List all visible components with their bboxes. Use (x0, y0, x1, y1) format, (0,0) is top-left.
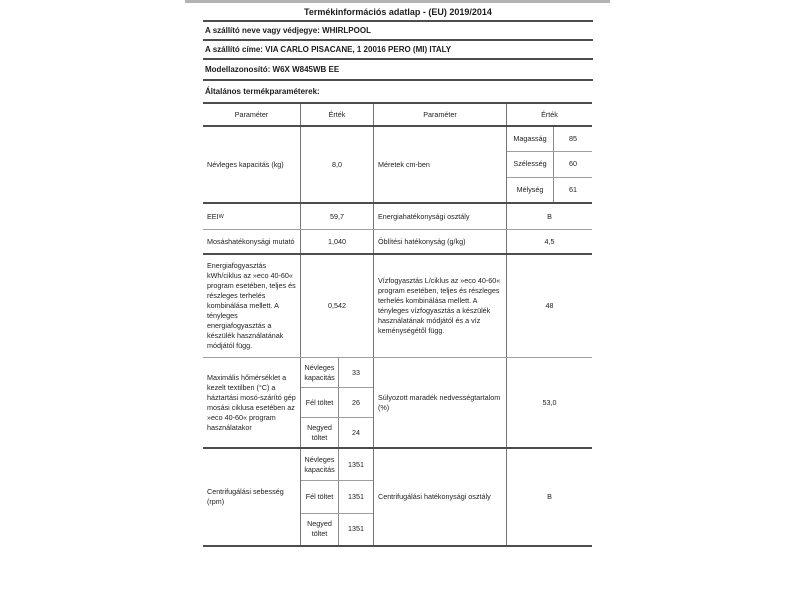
spin-quarter-label: Negyed töltet (307, 519, 332, 539)
cell-eei-label (203, 204, 300, 229)
row-capacity-dimensions (203, 127, 592, 204)
temperature-half-value: 26 (338, 388, 373, 417)
temperature-row-rated (301, 358, 373, 388)
dimension-depth-label: Mélység (516, 184, 544, 194)
cell-energy-consumption-label: Energiafogyasztás kWh/ciklus az »eco 40-60« program esetében, teljes és részleges terhelés kombinálása mellett. A tényleges energiafogyasztás a készülék használatának módjától függ. (207, 261, 296, 350)
cell-water-consumption-value: 48 (506, 255, 592, 357)
cell-dimensions-label: Méretek cm-ben (373, 127, 506, 202)
cell-energy-class-label: Energiahatékonysági osztály (373, 204, 506, 229)
supplier-address: A szállító címe: VIA CARLO PISACANE, 1 20016 PERO (MI) ITALY (203, 41, 593, 60)
cell-energy-consumption-value: 0,542 (300, 255, 373, 357)
cell-spin-class-label: Centrifugálási hatékonysági osztály (373, 449, 506, 545)
model-identifier: Modellazonosító: W6X W845WB EE (203, 60, 593, 81)
spin-quarter-value: 1351 (338, 514, 373, 545)
cell-rinsing-effectiveness-value: 4,5 (506, 230, 592, 253)
dimension-width-value: 60 (553, 152, 592, 176)
spin-row-quarter (301, 514, 373, 545)
spin-row-rated (301, 449, 373, 481)
row-spin-speed-class (203, 449, 592, 547)
temperature-rated-value: 33 (338, 358, 373, 387)
dimension-depth-value: 61 (553, 178, 592, 202)
cell-spin-class-value: B (506, 449, 592, 545)
row-temperature-moisture (203, 358, 592, 449)
temperature-row-half (301, 388, 373, 418)
spin-row-half (301, 481, 373, 513)
eei-subscript: W (218, 213, 224, 220)
spin-rated-label: Névleges kapacitás (304, 454, 335, 474)
parameters-table (203, 102, 592, 547)
cell-washing-index-label: Mosáshatékonysági mutató (207, 236, 295, 246)
cell-nominal-capacity-label: Névleges kapacitás (kg) (207, 159, 284, 169)
dimension-width-label: Szélesség (513, 159, 547, 169)
cell-water-consumption-label: Vízfogyasztás L/ciklus az »eco 40-60« program esetében, teljes és részleges terhelés kombinálása mellett. A tényleges vízfogyasztás a készülék használatának módjától és a víz keménységétől függ. (373, 255, 506, 357)
cell-dimensions-subtable (506, 127, 592, 202)
row-energy-water-consumption (203, 255, 592, 358)
eei-base: EEI (207, 211, 219, 221)
spin-half-label: Fél töltet (305, 491, 334, 501)
cell-rinsing-effectiveness-label: Öblítési hatékonyság (g/kg) (373, 230, 506, 253)
header-value-right: Érték (506, 104, 592, 125)
temperature-rated-label: Névleges kapacitás (304, 362, 335, 382)
row-washing-rinsing (203, 230, 592, 255)
section-heading: Általános termékparaméterek: (205, 87, 320, 96)
spin-rated-value: 1351 (338, 449, 373, 480)
temperature-half-label: Fél töltet (305, 397, 334, 407)
spin-half-value: 1351 (338, 481, 373, 512)
header-value-left: Érték (300, 104, 373, 125)
dimension-row-width (507, 152, 592, 177)
temperature-quarter-label: Negyed töltet (307, 422, 332, 442)
cell-max-temperature-subtable (300, 358, 373, 447)
document-title: Termékinformációs adatlap - (EU) 2019/2014 (203, 0, 593, 22)
header-parameter-left: Paraméter (234, 109, 269, 119)
cell-spin-speed-subtable (300, 449, 373, 545)
product-fiche (203, 0, 593, 547)
row-eei-energy-class (203, 204, 592, 230)
table-header-row (203, 104, 592, 127)
dimension-height-label: Magasság (513, 134, 547, 144)
cell-residual-moisture-label: Súlyozott maradék nedvességtartalom (%) (373, 358, 506, 447)
cell-nominal-capacity-value: 8,0 (300, 127, 373, 202)
cell-energy-class-value: B (506, 204, 592, 229)
cell-washing-index-value: 1,040 (300, 230, 373, 253)
dimension-row-depth (507, 178, 592, 202)
temperature-row-quarter (301, 418, 373, 447)
cell-residual-moisture-value: 53,0 (506, 358, 592, 447)
header-parameter-right: Paraméter (373, 104, 506, 125)
temperature-quarter-value: 24 (338, 418, 373, 447)
cell-spin-speed-label: Centrifugálási sebesség (rpm) (207, 487, 284, 506)
supplier-name: A szállító neve vagy védjegye: WHIRLPOOL (203, 22, 593, 41)
cell-eei-value: 59,7 (300, 204, 373, 229)
dimension-height-value: 85 (553, 127, 592, 151)
cell-max-temperature-label: Maximális hőmérséklet a kezelt textilben (°C) a háztartási mosó-szárító gép mosási ciklusa esetében az »eco 40-60« program használatakor (207, 372, 296, 432)
dimension-row-height (507, 127, 592, 152)
